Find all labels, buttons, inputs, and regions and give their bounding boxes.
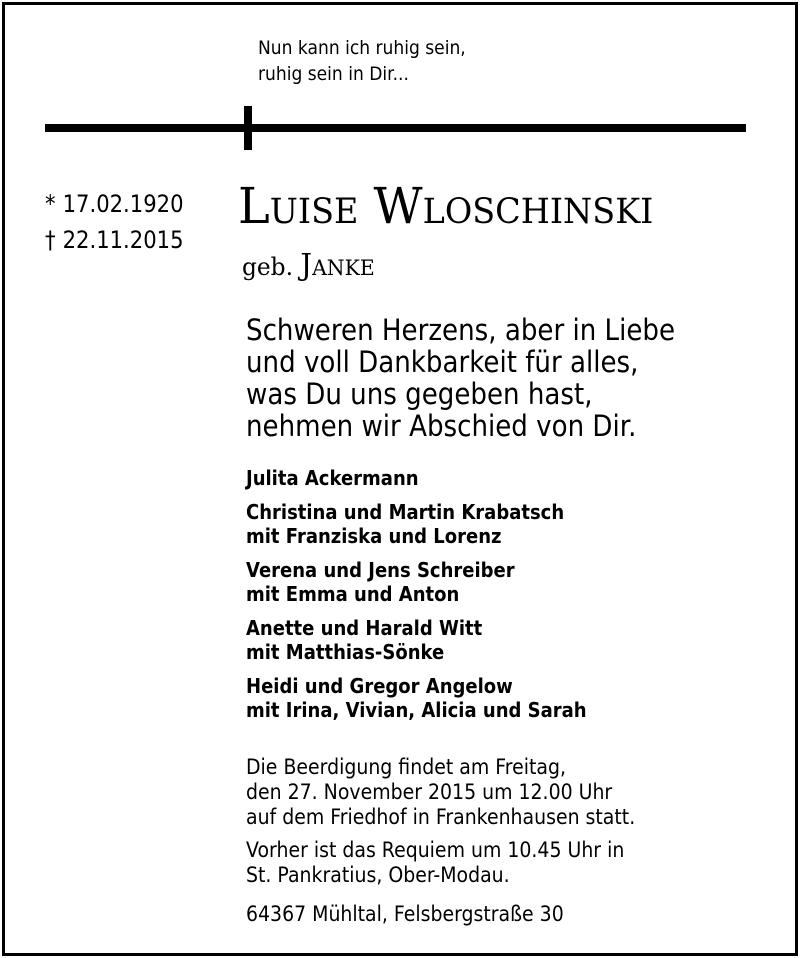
motto-line-1: Nun kann ich ruhig sein,: [258, 37, 466, 59]
death-date: 22.11.2015: [62, 226, 184, 254]
mourner-group: [246, 616, 587, 664]
birth-surname: Janke: [300, 248, 375, 283]
funeral-info: [246, 755, 635, 927]
mourner-line: Christina und Martin Krabatsch: [246, 500, 565, 524]
condolence-line-4: nehmen wir Abschied von Dir.: [246, 409, 637, 443]
horizontal-rule: [45, 124, 746, 132]
mourner-children-line: mit Matthias-Sönke: [246, 640, 445, 664]
mourner-line: Julita Ackermann: [246, 466, 419, 490]
cross-icon: [244, 106, 252, 150]
mourner-line: Anette und Harald Witt: [246, 616, 483, 640]
life-dates: [45, 186, 184, 258]
birth-name-prefix: geb.: [242, 253, 293, 281]
mourner-children-line: mit Irina, Vivian, Alicia und Sarah: [246, 698, 587, 722]
dagger-icon: †: [45, 226, 56, 254]
funeral-line-1: Die Beerdigung findet am Freitag,: [246, 755, 566, 779]
requiem-line-2: St. Pankratius, Ober-Modau.: [246, 863, 510, 887]
condolence-text: [246, 314, 675, 442]
mourner-group: [246, 500, 587, 548]
mourner-line: Verena und Jens Schreiber: [246, 558, 515, 582]
star-icon: *: [45, 190, 56, 218]
funeral-details: [246, 755, 635, 830]
funeral-line-2: den 27. November 2015 um 12.00 Uhr: [246, 780, 613, 804]
mourner-group: [246, 466, 587, 490]
condolence-line-3: was Du uns gegeben hast,: [246, 377, 593, 411]
birth-date-row: [45, 186, 184, 222]
condolence-line-1: Schweren Herzens, aber in Liebe: [246, 313, 676, 347]
motto-line-2: ruhig sein in Dir...: [258, 63, 409, 85]
deceased-name: Luise Wloschinski: [238, 177, 654, 235]
mourner-group: [246, 558, 587, 606]
condolence-line-2: und voll Dankbarkeit für alles,: [246, 345, 639, 379]
birth-date: 17.02.1920: [62, 190, 184, 218]
family-address: 64367 Mühltal, Felsbergstraße 30: [246, 902, 564, 926]
birth-name: [242, 249, 375, 284]
funeral-line-3: auf dem Friedhof in Frankenhausen statt.: [246, 805, 636, 829]
motto: [258, 35, 466, 87]
requiem-details: [246, 838, 635, 888]
mourner-children-line: mit Franziska und Lorenz: [246, 524, 502, 548]
mourner-children-line: mit Emma und Anton: [246, 582, 460, 606]
death-date-row: [45, 222, 184, 258]
mourners-list: [246, 466, 587, 732]
requiem-line-1: Vorher ist das Requiem um 10.45 Uhr in: [246, 838, 625, 862]
mourner-line: Heidi und Gregor Angelow: [246, 674, 513, 698]
mourner-group: [246, 674, 587, 722]
